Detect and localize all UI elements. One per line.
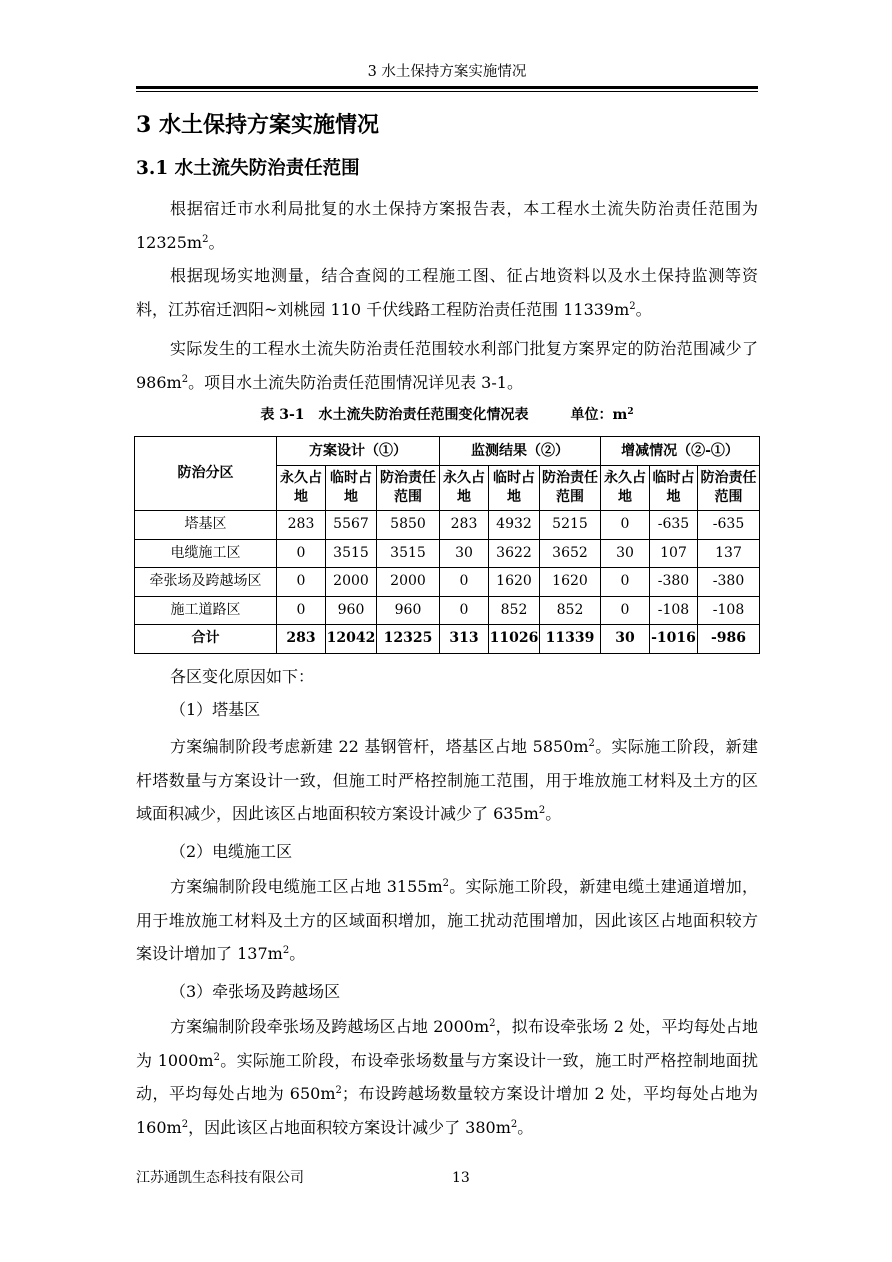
text: 方案编制阶段牵张场及跨越场区占地 2000m [170,1017,490,1036]
cell: -1016 [650,625,698,654]
cell: 3515 [326,539,377,568]
subheader-resp: 防治责任范围 [698,466,760,511]
subheader-temp: 临时占地 [650,466,698,511]
subheader-resp: 防治责任范围 [377,466,440,511]
text: 。 [517,1117,534,1137]
row-name: 施工道路区 [135,596,277,625]
cell: 107 [650,539,698,568]
subheader-temp: 临时占地 [489,466,540,511]
paragraph-approved-scope [136,192,758,259]
text: 。 [208,232,225,252]
superscript: 2 [213,1051,220,1063]
subheader-temp: 临时占地 [326,466,377,511]
text: ，因此该区占地面积较方案设计减少了 380m [188,1117,511,1137]
cell: 11339 [540,625,601,654]
cell: -380 [698,568,760,597]
cell: 30 [601,539,650,568]
cell: -380 [650,568,698,597]
paragraph-cable-area [136,870,758,971]
cell: -108 [650,596,698,625]
cell: 0 [440,596,489,625]
cell: -635 [650,511,698,540]
subheader-resp: 防治责任范围 [540,466,601,511]
caption-number: 表 3-1 [260,407,305,423]
header-rule-thick [136,86,758,89]
paragraph-measured-scope [136,259,758,326]
cell: 0 [601,568,650,597]
cell: 0 [277,596,326,625]
cell: 4932 [489,511,540,540]
cell: 0 [277,539,326,568]
section-heading: 3.1 水土流失防治责任范围 [136,158,360,179]
text: 。 [289,944,306,963]
cell: -635 [698,511,760,540]
header-change: 增减情况（②-①） [601,437,760,466]
cell: 3515 [377,539,440,568]
header-zone: 防治分区 [135,437,277,511]
superscript: 2 [181,1118,189,1130]
cell: 11026 [489,625,540,654]
cell: 1620 [489,568,540,597]
row-name: 电缆施工区 [135,539,277,568]
cell: 137 [698,539,760,568]
text: 实际发生的工程水土流失防治责任范围较水利部门批复方案界定的防治范围减少了 986m [136,339,758,392]
text: 。实际施工阶段，新建杆塔数量与方案设计一致，但施工时严格控制施工范围，用于堆放施工材料及土方的区域面积减少，因此该区占地面积较方案设计减少了 635m [136,737,758,823]
cell: 283 [440,511,489,540]
header-monitor: 监测结果（②） [440,437,601,466]
cell: 960 [326,596,377,625]
table-row [135,596,760,625]
cell: 0 [277,568,326,597]
text: 方案编制阶段考虑新建 22 基钢管杆，塔基区占地 5850m [170,737,589,756]
text: 。项目水土流失防治责任范围情况详见表 3-1。 [188,372,523,392]
text: 方案编制阶段电缆施工区占地 3155m [170,877,443,896]
superscript: 2 [627,407,634,417]
caption-title: 水土流失防治责任范围变化情况表 [318,407,529,423]
text: 。实际施工阶段，布设牵张场数量与方案设计一致，施工时严格控制地面扰动，平均每处占地为 650m [136,1050,758,1103]
cell: 313 [440,625,489,654]
header-rule-thin [136,91,758,92]
subheader-perm: 永久占地 [440,466,489,511]
cell: -108 [698,596,760,625]
cell: 5567 [326,511,377,540]
cell: 30 [440,539,489,568]
text: 根据现场实地测量，结合查阅的工程施工图、征占地资料以及水土保持监测等资料，江苏宿迁泗阳~刘桃园 110 千伏线路工程防治责任范围 11339m [136,266,758,319]
superscript: 2 [538,805,546,816]
cell: 960 [377,596,440,625]
cell: 12042 [326,625,377,654]
subheader-perm: 永久占地 [277,466,326,511]
superscript: 2 [510,1118,518,1130]
cell: 5215 [540,511,601,540]
text: 。实际施工阶段，新建电缆土建通道增加，用于堆放施工材料及土方的区域面积增加，施工扰动范围增加，因此该区占地面积较方案设计增加了 137m [136,877,758,963]
row-name: 塔基区 [135,511,277,540]
cell: 3622 [489,539,540,568]
superscript: 2 [181,373,189,385]
footer-company: 江苏通凯生态科技有限公司 [136,1170,304,1186]
superscript: 2 [442,878,450,889]
cell: 2000 [326,568,377,597]
subsection-tension-field: （3）牵张场及跨越场区 [170,982,341,1001]
text: ，拟布设牵张场 2 处，平均每处占地为 1000m [136,1017,758,1070]
cell: 0 [601,511,650,540]
cell: 0 [601,596,650,625]
reasons-intro: 各区变化原因如下： [170,667,315,686]
subsection-cable-area: （2）电缆施工区 [170,842,293,861]
paragraph-scope-change [136,332,758,399]
chapter-heading: 3 水土保持方案实施情况 [136,112,379,138]
cell: 12325 [377,625,440,654]
text: 根据宿迁市水利局批复的水土保持方案报告表，本工程水土流失防治责任范围为 12325m [136,199,758,252]
cell: 30 [601,625,650,654]
page-number: 13 [452,1170,470,1186]
cell: 283 [277,511,326,540]
caption-unit: 单位：m [570,407,628,423]
cell: 3652 [540,539,601,568]
table-row [135,511,760,540]
paragraph-tension-field [136,1010,758,1144]
running-header: 3 水土保持方案实施情况 [367,64,527,80]
table-row [135,568,760,597]
cell: 852 [540,596,601,625]
superscript: 2 [202,233,209,245]
header-plan: 方案设计（①） [277,437,440,466]
superscript: 2 [335,1085,342,1096]
cell: 1620 [540,568,601,597]
subsection-tower-base: （1）塔基区 [170,700,261,719]
cell: 283 [277,625,326,654]
cell: 5850 [377,511,440,540]
paragraph-tower-base [136,730,758,831]
table-caption [136,405,758,425]
cell: 2000 [377,568,440,597]
superscript: 2 [489,1018,496,1029]
subheader-perm: 永久占地 [601,466,650,511]
text: 。 [545,804,562,823]
table-total-row [135,625,760,654]
superscript: 2 [588,738,595,749]
row-name: 牵张场及跨越场区 [135,568,277,597]
superscript: 2 [282,945,290,956]
text: 。 [635,299,652,319]
table-row [135,539,760,568]
cell: -986 [698,625,760,654]
cell: 852 [489,596,540,625]
table-header-row [135,437,760,466]
responsibility-scope-table [134,436,760,654]
text: ；布设跨越场数量较方案设计增加 2 处，平均每处占地为 160m [136,1084,758,1137]
superscript: 2 [629,300,636,312]
total-label: 合计 [135,625,277,654]
cell: 0 [440,568,489,597]
